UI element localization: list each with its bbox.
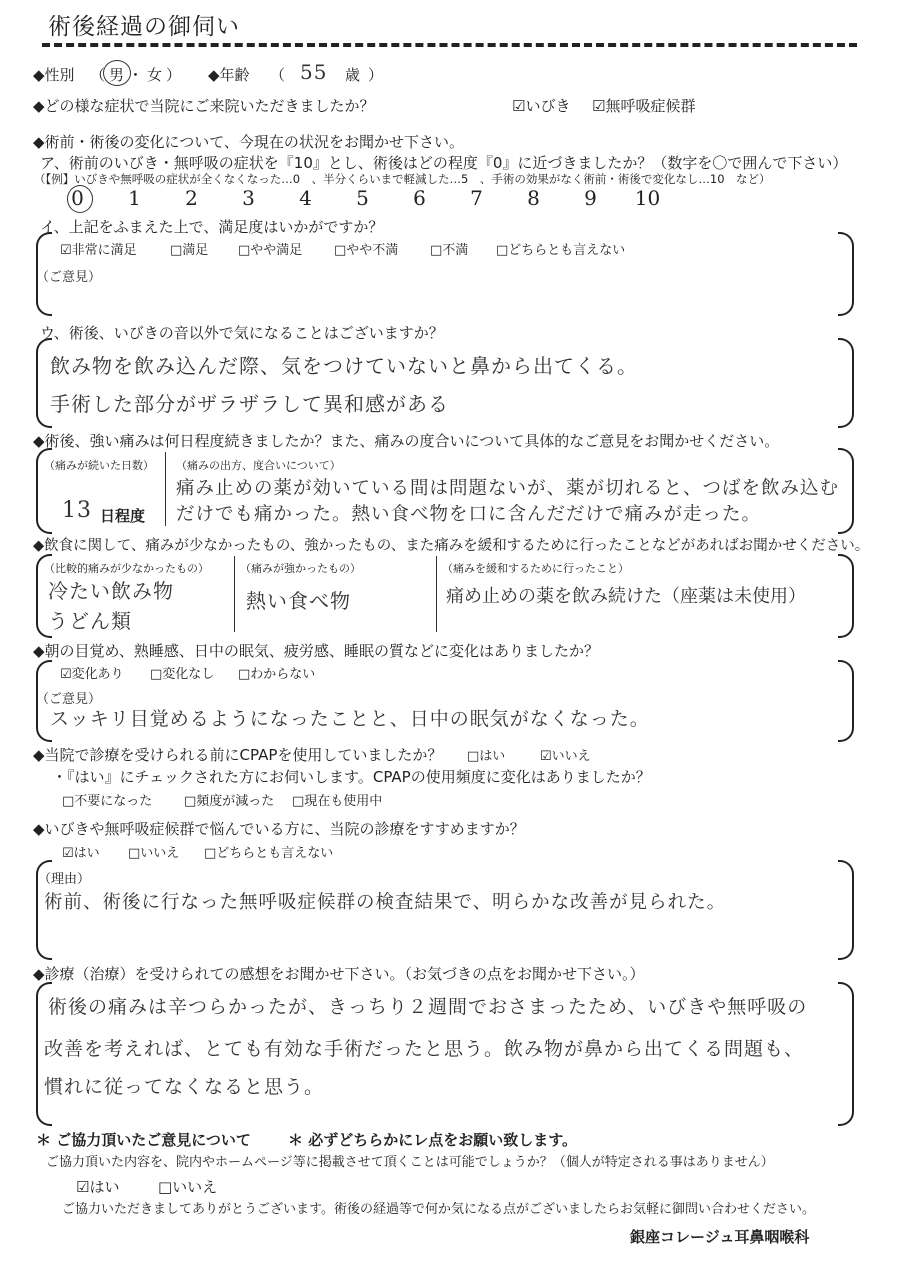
q-i-option-satisfied[interactable]: □満足 <box>170 243 209 258</box>
q4-less-line1[interactable]: 冷たい飲み物 <box>48 579 174 603</box>
q2-scale-value[interactable]: 8 <box>527 186 540 210</box>
q2-scale-value[interactable]: 5 <box>356 186 369 210</box>
q3-detail-label: （痛みの出方、度合いについて） <box>176 459 341 472</box>
footer-question: ご協力頂いた内容を、院内やホームページ等に掲載させて頂くことは可能でしょうか？（個人が特定される事はありません） <box>46 1155 774 1170</box>
q2-a-text: ア、術前のいびき・無呼吸の症状を『10』とし、術後はどの程度『0』に近づきましたか？（数字を〇で囲んで下さい） <box>40 154 848 172</box>
footer-option-yes[interactable]: ☑はい <box>76 1178 120 1196</box>
age-unit: 歳 <box>345 66 361 84</box>
q2-scale-value[interactable]: 2 <box>185 186 198 210</box>
q5-option-unknown[interactable]: □わからない <box>238 667 316 682</box>
q2-scale-value[interactable]: 9 <box>584 186 597 210</box>
q7-reason-label: （理由） <box>38 872 91 887</box>
q2-selected-circle <box>67 185 93 213</box>
q2-scale-value[interactable]: 6 <box>413 186 426 210</box>
q6-text: ◆当院で診療を受けられる前にCPAPを使用していましたか？ <box>33 746 443 764</box>
q4-less-line2[interactable]: うどん類 <box>48 609 132 633</box>
q3-detail-line1[interactable]: 痛み止めの薬が効いている間は問題ないが、薬が切れると、つばを飲み込む <box>176 478 840 499</box>
q3-days-unit: 日程度 <box>100 507 146 525</box>
q5-option-changed[interactable]: ☑変化あり <box>60 667 124 682</box>
q-i-option-somewhat-satisfied[interactable]: □やや満足 <box>238 243 303 258</box>
q5-opinion-label: （ご意見） <box>36 692 102 707</box>
q-i-option-neutral[interactable]: □どちらとも言えない <box>496 243 626 258</box>
q-u-text: ウ、術後、いびきの音以外で気になることはございますか？ <box>40 324 444 342</box>
q6-sub-option-reduced[interactable]: □頻度が減った <box>184 794 275 809</box>
q5-answer[interactable]: スッキリ目覚めるようになったことと、日中の眠気がなくなった。 <box>50 708 650 730</box>
q2-scale-value[interactable]: 3 <box>242 186 255 210</box>
q4-strong-line1[interactable]: 熱い食べ物 <box>246 589 351 613</box>
footer-star-note1: ＊ ご協力頂いたご意見について <box>36 1131 251 1149</box>
q3-days-value[interactable]: 13 <box>62 498 92 523</box>
q-i-option-dissatisfied[interactable]: □不満 <box>430 243 469 258</box>
footer-option-no[interactable]: □いいえ <box>158 1178 218 1196</box>
page-title: 術後経過の御伺い <box>48 14 240 40</box>
q7-option-no[interactable]: □いいえ <box>128 846 180 861</box>
q8-answer-line3[interactable]: 慣れに従ってなくなると思う。 <box>44 1076 325 1098</box>
q1-text: ◆どの様な症状で当院にご来院いただきましたか？ <box>33 97 375 115</box>
q6-sub-option-still-using[interactable]: □現在も使用中 <box>292 794 383 809</box>
q5-text: ◆朝の目覚め、熟睡感、日中の眠気、疲労感、睡眠の質などに変化はありましたか？ <box>33 642 599 660</box>
q2-scale <box>49 186 676 210</box>
q2-scale-value[interactable]: 1 <box>128 186 141 210</box>
q2-text: ◆術前・術後の変化について、今現在の状況をお聞かせ下さい。 <box>33 133 464 151</box>
q6-sub-text: ・『はい』にチェックされた方にお伺いします。CPAPの使用頻度に変化はありましたか？ <box>52 768 651 786</box>
clinic-name: 銀座コレージュ耳鼻咽喉科 <box>630 1228 810 1246</box>
sex-selected-circle <box>103 60 131 86</box>
q3-days-label: （痛みが続いた日数） <box>44 459 154 472</box>
q5-option-no-change[interactable]: □変化なし <box>150 667 215 682</box>
title-divider <box>42 43 857 47</box>
q1-option-snoring[interactable]: ☑いびき <box>512 97 571 115</box>
age-label: ◆年齢 <box>208 66 250 84</box>
q-i-option-very-satisfied[interactable]: ☑非常に満足 <box>60 243 137 258</box>
q8-answer-line2[interactable]: 改善を考えれば、とても有効な手術だったと思う。飲み物が鼻から出てくる問題も、 <box>44 1038 805 1060</box>
q4-strong-label: （痛みが強かったもの） <box>240 562 361 575</box>
q4-text: ◆飲食に関して、痛みが少なかったもの、強かったもの、また痛みを緩和するために行ったことなどがあればお聞かせください。 <box>33 538 870 554</box>
q4-relief-label: （痛みを緩和するために行ったこと） <box>442 562 629 575</box>
q-i-option-somewhat-dissatisfied[interactable]: □やや不満 <box>334 243 399 258</box>
q7-option-yes[interactable]: ☑はい <box>62 846 100 861</box>
q2-scale-value[interactable]: 0 <box>71 186 84 210</box>
q2-example: （【例】いびきや無呼吸の症状が全くなくなった…0 、半分くらいまで軽減した…5 、手術の効果がなく術前・術後で変化なし…10 など） <box>34 172 771 186</box>
q4-less-label: （比較的痛みが少なかったもの） <box>44 562 209 575</box>
sex-options[interactable]: （男・女） <box>90 66 186 84</box>
q-u-answer-line2[interactable]: 手術した部分がザラザラして異和感がある <box>50 392 449 416</box>
q2-scale-value[interactable]: 7 <box>470 186 483 210</box>
q7-answer[interactable]: 術前、術後に行なった無呼吸症候群の検査結果で、明らかな改善が見られた。 <box>44 892 727 913</box>
q7-option-neutral[interactable]: □どちらとも言えない <box>204 846 334 861</box>
q-u-answer-line1[interactable]: 飲み物を飲み込んだ際、気をつけていないと鼻から出てくる。 <box>50 354 638 378</box>
q4-relief-line1[interactable]: 痛め止めの薬を飲み続けた（座薬は未使用） <box>446 586 806 607</box>
q3-detail-line2[interactable]: だけでも痛かった。熱い食べ物を口に含んだだけで痛みが走った。 <box>176 504 762 525</box>
q-i-opinion-label: （ご意見） <box>36 270 102 285</box>
q2-scale-value[interactable]: 10 <box>634 186 661 210</box>
age-value[interactable]: 55 <box>300 60 328 84</box>
q3-text: ◆術後、強い痛みは何日程度続きましたか？また、痛みの度合いについて具体的なご意見をお聞かせください。 <box>33 432 780 450</box>
q-i-text: イ、上記をふまえた上で、満足度はいかがですか？ <box>40 218 384 236</box>
q8-text: ◆診療（治療）を受けられての感想をお聞かせ下さい。（お気づきの点をお聞かせ下さい。） <box>33 965 645 983</box>
footer-thanks: ご協力いただきましてありがとうございます。術後の経過等で何か気になる点がございましたらお気軽に御問い合わせください。 <box>62 1202 815 1217</box>
q6-option-yes[interactable]: □はい <box>467 749 506 764</box>
q6-option-no[interactable]: ☑いいえ <box>540 749 591 764</box>
sex-label: ◆性別 <box>33 66 75 84</box>
footer-star-note2: ＊ 必ずどちらかにレ点をお願い致します。 <box>288 1131 578 1149</box>
q8-answer-line1[interactable]: 術後の痛みは辛つらかったが、きっちり２週間でおさまったため、いびきや無呼吸の <box>48 996 808 1018</box>
q1-option-apnea[interactable]: ☑無呼吸症候群 <box>592 97 696 115</box>
q6-sub-option-unneeded[interactable]: □不要になった <box>62 794 153 809</box>
q7-text: ◆いびきや無呼吸症候群で悩んでいる方に、当院の診療をすすめますか？ <box>33 820 525 838</box>
q2-scale-value[interactable]: 4 <box>299 186 312 210</box>
